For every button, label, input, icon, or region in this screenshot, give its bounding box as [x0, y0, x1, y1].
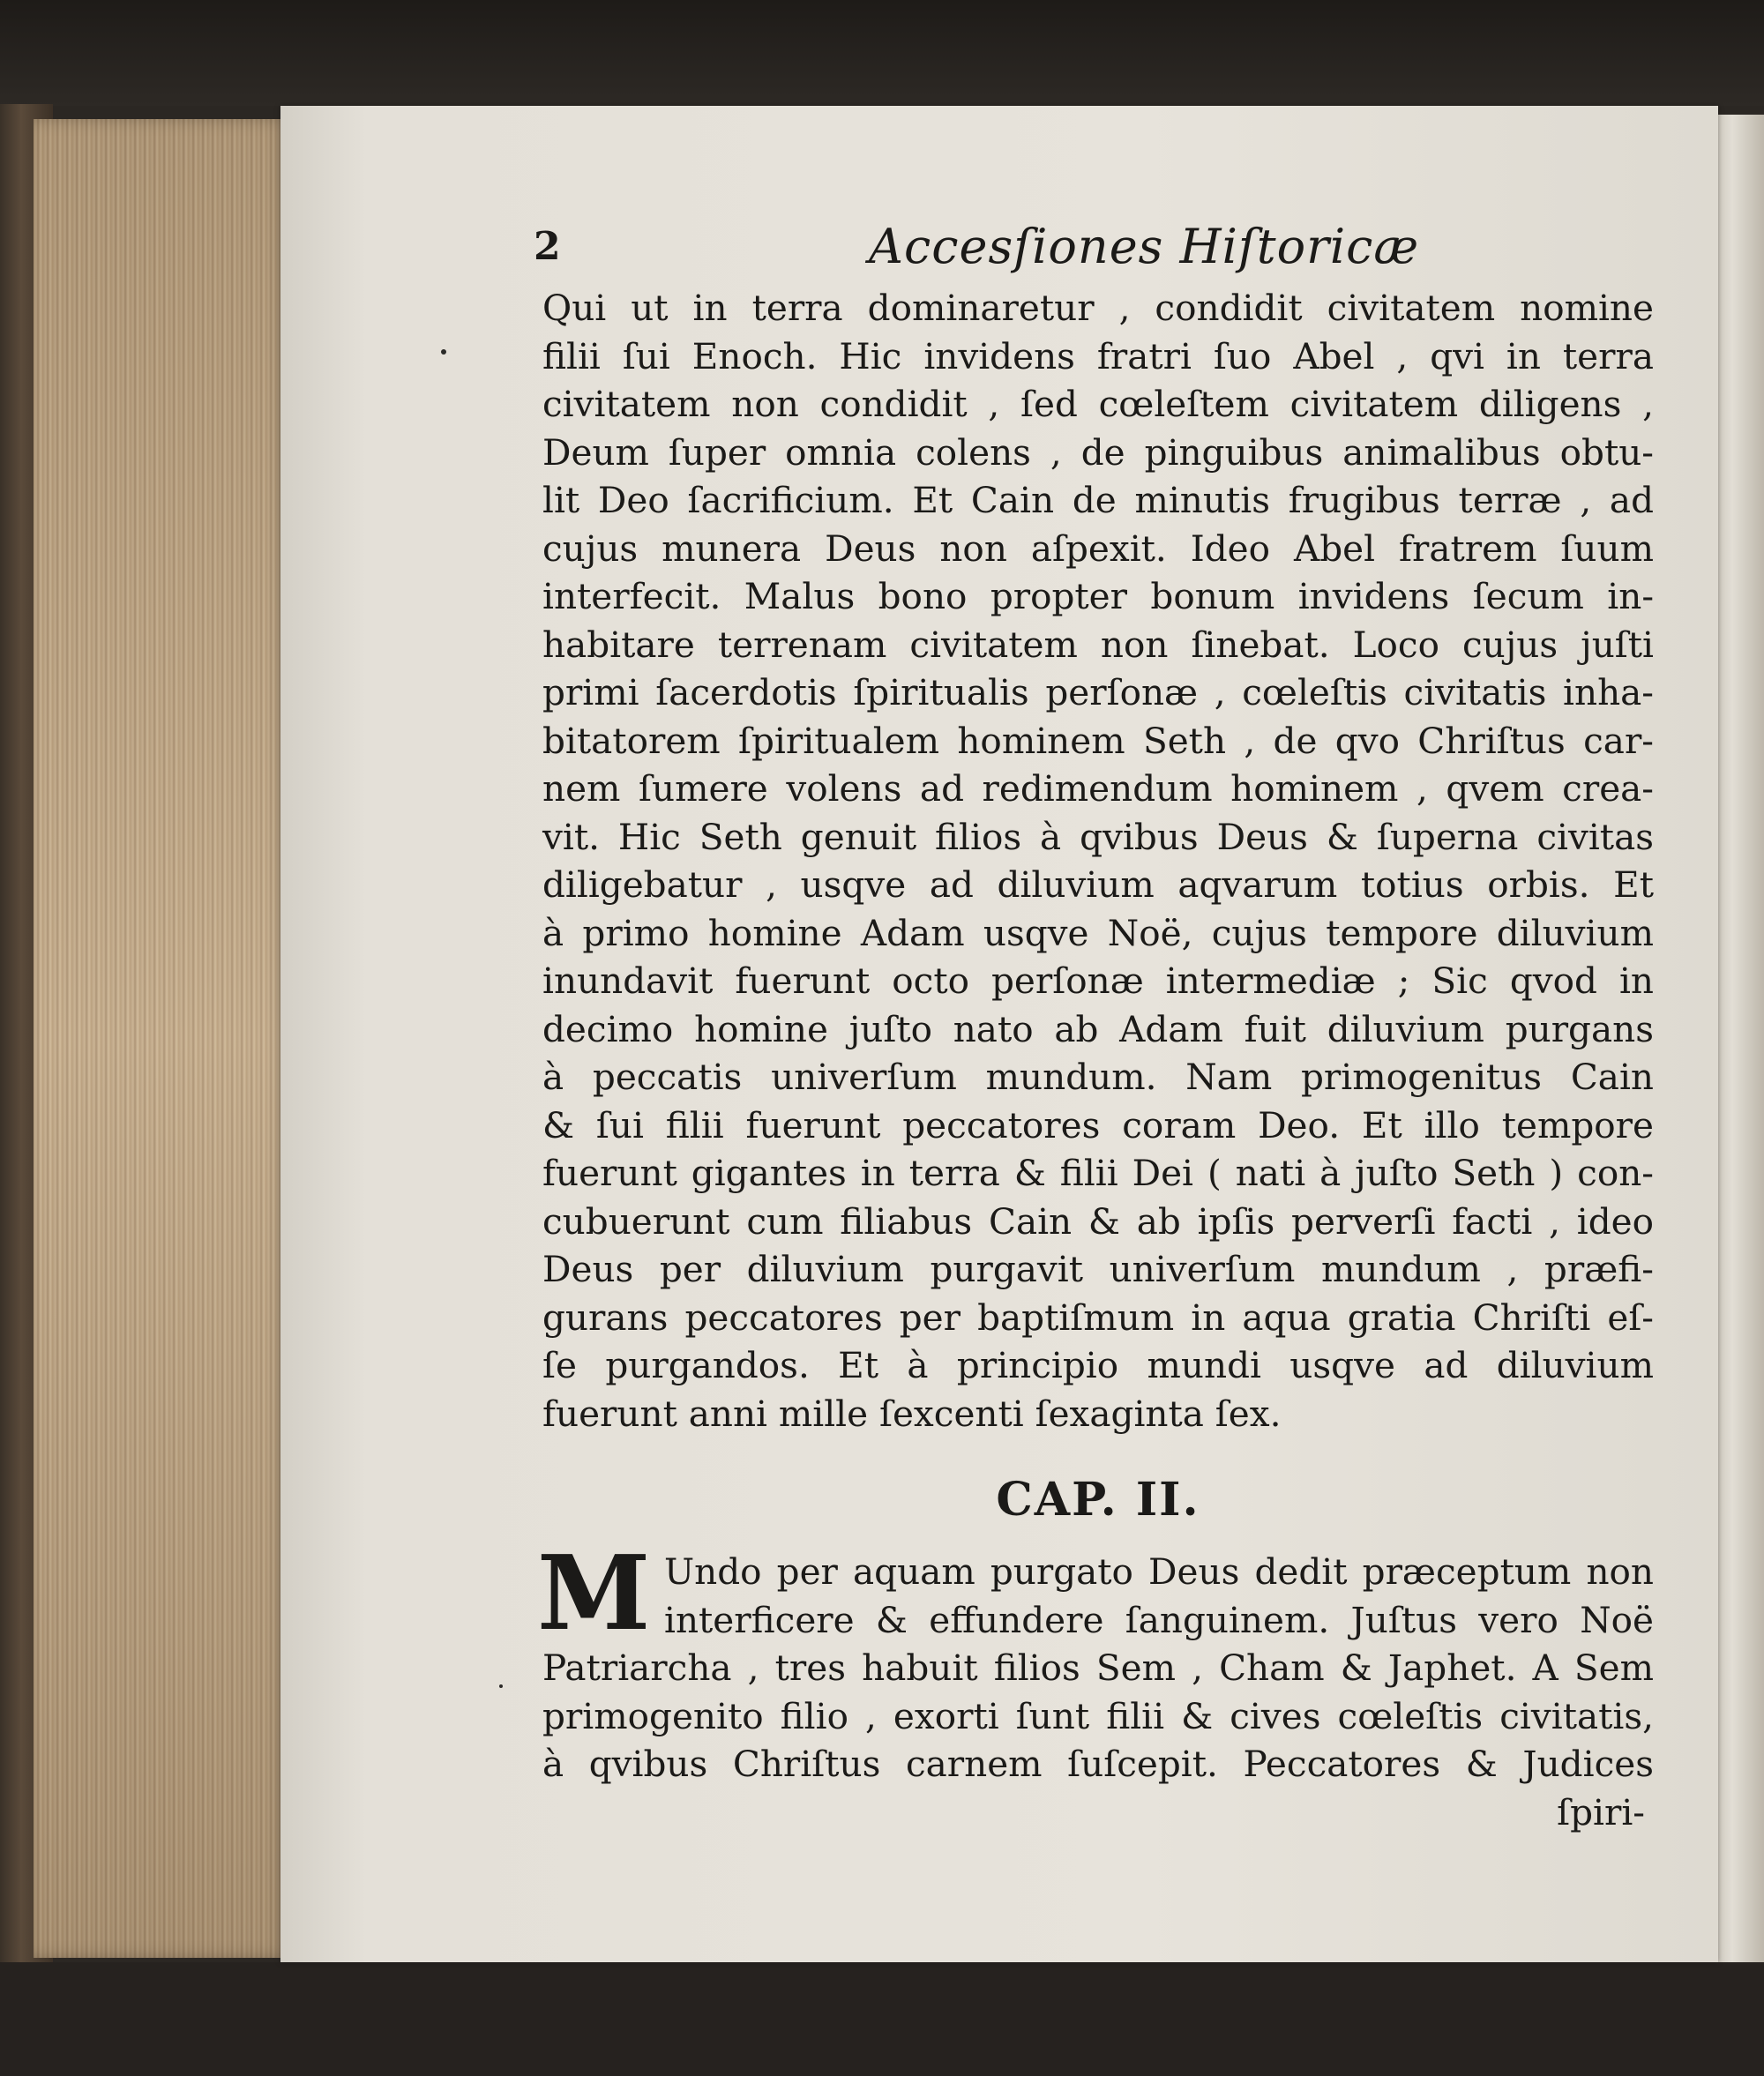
- text-line: cubuerunt cum filiabus Cain & ab ipſis perverſi facti , ideo: [542, 1199, 1654, 1243]
- text-line: primi ſacerdotis ſpiritualis perſonæ , cœleſtis civitatis inha-: [542, 671, 1654, 713]
- text-line: Undo per aquam purgato Deus dedit præceptum non: [664, 1550, 1654, 1593]
- text-line: vit. Hic Seth genuit filios à qvibus Deus & ſuperna civitas: [542, 815, 1654, 858]
- background-top: [0, 0, 1764, 106]
- text-line: primogenito filio , exorti ſunt filii & cives cœleſtis civitatis,: [542, 1694, 1654, 1737]
- ink-speck: [499, 1684, 503, 1688]
- ink-speck: [441, 349, 446, 355]
- text-line: cujus munera Deus non aſpexit. Ideo Abel fratrem ſuum: [542, 526, 1654, 570]
- background-bottom: [0, 1962, 1764, 2076]
- drop-cap: M: [537, 1534, 651, 1654]
- text-line: fuerunt gigantes in terra & filii Dei ( nati à juſto Seth ) con-: [542, 1152, 1654, 1194]
- page-number: 2: [534, 224, 561, 269]
- text-line: Deus per diluvium purgavit univerſum mundum , præfi-: [542, 1248, 1654, 1290]
- text-line: nem ſumere volens ad redimendum hominem , qvem crea-: [542, 767, 1654, 810]
- text-line: à qvibus Chriſtus carnem ſuſcepit. Peccatores & Judices: [542, 1743, 1654, 1785]
- text-line: interfecit. Malus bono propter bonum invidens ſecum in-: [542, 575, 1654, 617]
- text-line: Qui ut in terra dominaretur , condidit civitatem nomine: [542, 287, 1654, 329]
- text-line: inundavit fuerunt octo perſonæ intermediæ ; Sic qvod in: [542, 960, 1654, 1002]
- text-line: à peccatis univerſum mundum. Nam primogenitus Cain: [542, 1056, 1654, 1098]
- text-line: & ſui filii fuerunt peccatores coram Deo. Et illo tempore: [542, 1103, 1654, 1146]
- text-line: civitatem non condidit , ſed cœleſtem civitatem diligens ,: [542, 383, 1654, 425]
- paragraph-chapter-1: [542, 284, 1654, 1438]
- text-line: Patriarcha , tres habuit filios Sem , Cham & Japhet. A Sem: [542, 1647, 1654, 1689]
- text-line: Deum ſuper omnia colens , de pinguibus animalibus obtu-: [542, 430, 1654, 474]
- text-line: filii ſui Enoch. Hic invidens fratri ſuo Abel , qvi in terra: [542, 334, 1654, 377]
- chapter-heading: CAP. II.: [996, 1473, 1200, 1527]
- text-line: interficere & effundere ſanguinem. Juſtus vero Noë: [664, 1598, 1654, 1641]
- text-line: habitare terrenam civitatem non ſinebat. Loco cujus juſti: [542, 623, 1654, 666]
- paragraph-chapter-2: [537, 1534, 1654, 1836]
- page-text-block: [534, 219, 1654, 1836]
- facing-page-edge: [1711, 115, 1764, 1967]
- text-line: lit Deo ſacrificium. Et Cain de minutis frugibus terræ , ad: [542, 479, 1654, 521]
- page-stack-edge: [34, 119, 289, 1958]
- text-line: fuerunt anni mille ſexcenti ſexaginta ſex.: [542, 1392, 1282, 1435]
- text-line: decimo homine juſto nato ab Adam fuit diluvium purgans: [542, 1007, 1654, 1050]
- text-line: gurans peccatores per baptiſmum in aqua gratia Chriſti eſ-: [542, 1296, 1654, 1339]
- text-line: diligebatur , usqve ad diluvium aqvarum totius orbis. Et: [542, 863, 1654, 906]
- running-title: Accesſiones Hiſtoricæ: [869, 219, 1420, 274]
- catchword: ſpiri-: [1557, 1790, 1645, 1833]
- text-line: ſe purgandos. Et à principio mundi usqve ad diluvium: [542, 1344, 1654, 1386]
- text-line: bitatorem ſpiritualem hominem Seth , de qvo Chriſtus car-: [542, 719, 1654, 762]
- running-head: [534, 219, 1654, 282]
- text-line: à primo homine Adam usqve Noë, cujus tempore diluvium: [542, 911, 1654, 954]
